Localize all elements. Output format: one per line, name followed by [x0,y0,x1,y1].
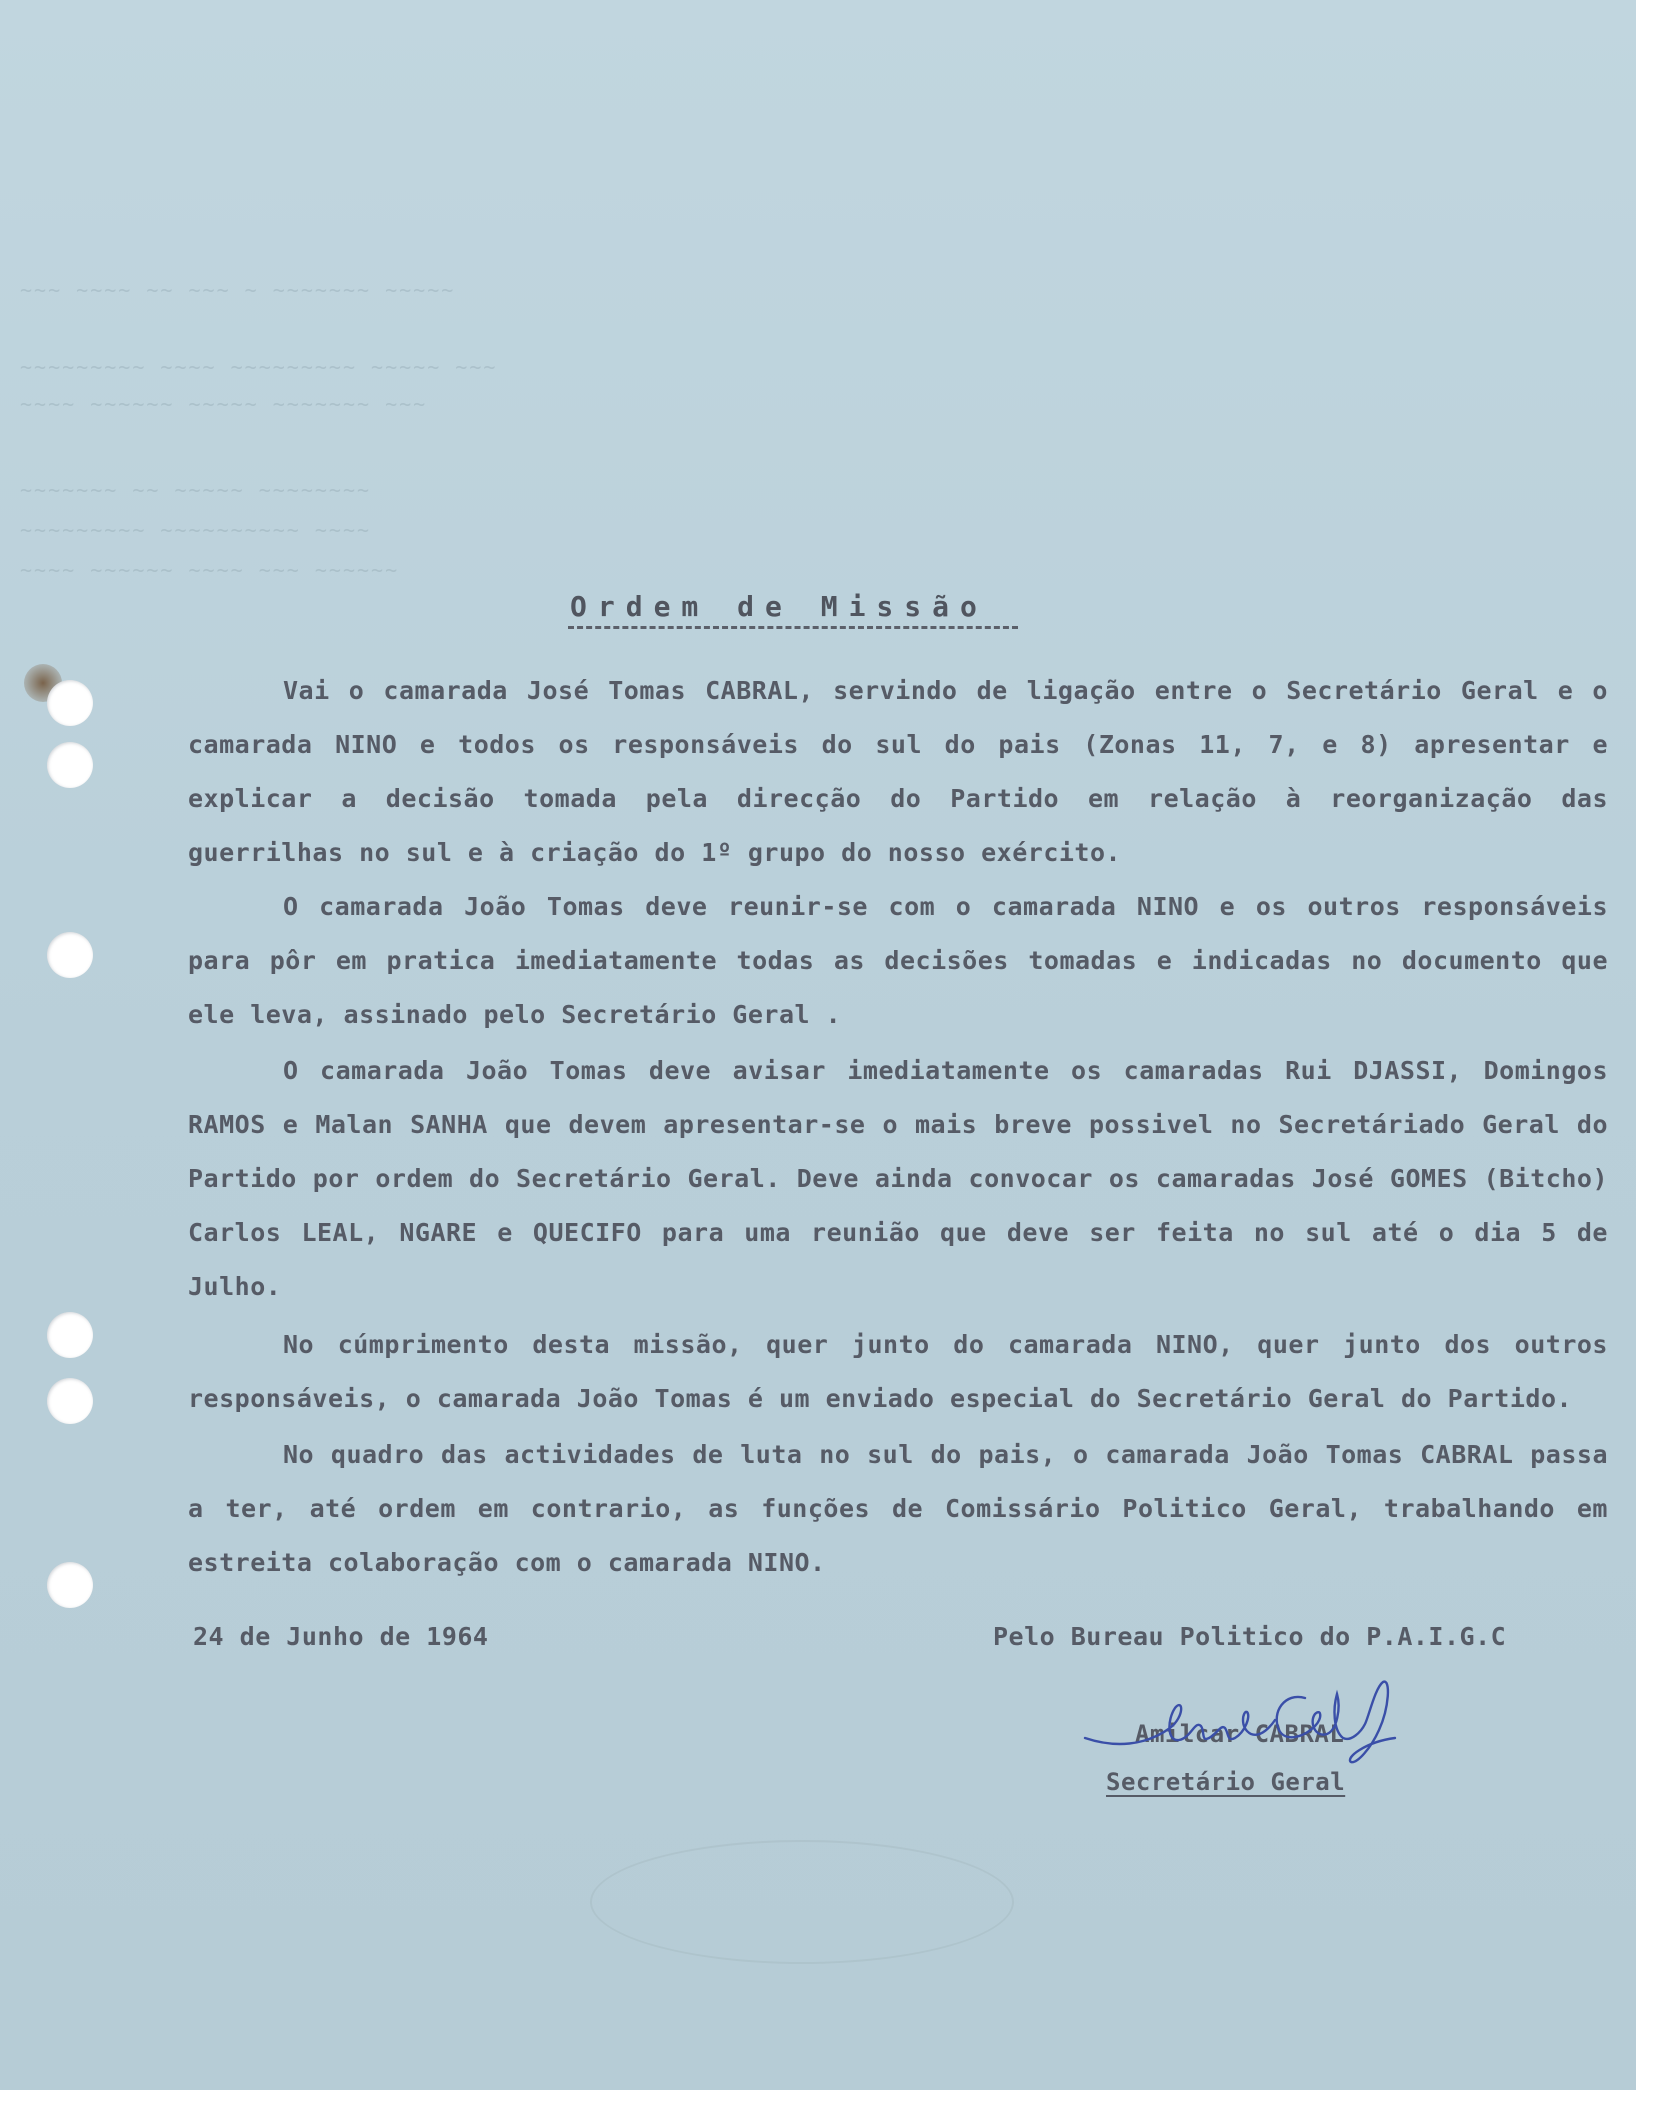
handwritten-signature-icon [1075,1668,1435,1778]
signer-name: Amilcar CABRAL [1135,1720,1345,1748]
paragraph-1: Vai o camarada José Tomas CABRAL, servindo de ligação entre o Secretário Geral e o camarada NINO e todos os responsáveis do sul do pais (Zonas 11, 7, e 8) apresentar e explicar a decisão tomada pela direcção do Partido em relação à reorganização das guerrilhas no sul e à criação do 1º grupo do nosso exército. [188,676,1608,867]
show-through-text: ~~~~ ~~~~~~ ~~~~~ ~~~~~~~ ~~~ [20,392,428,416]
paragraph-2: O camarada João Tomas deve reunir-se com o camarada NINO e os outros responsáveis para pôr em pratica imediatamente todas as decisões tomadas e indicadas no documento que ele leva, assinado pelo Secretário Geral . [188,892,1608,1029]
show-through-text: ~~~~~~~~~ ~~~~~~~~~~ ~~~~ [20,518,372,542]
paragraph-3: O camarada João Tomas deve avisar imediatamente os camaradas Rui DJASSI, Domingos RAMOS e Malan SANHA que devem apresentar-se o mais breve possivel no Secretáriado Geral do Partido por ordem do Secretário Geral. Deve ainda convocar os camaradas José GOMES (Bitcho) Carlos LEAL, NGARE e QUECIFO para uma reunião que deve ser feita no sul até o dia 5 de Julho. [188,1056,1608,1301]
faint-stamp-mark [590,1840,1014,1964]
punch-hole [47,742,93,788]
paragraph-4: No cúmprimento desta missão, quer junto do camarada NINO, quer junto dos outros responsáveis, o camarada João Tomas é um enviado especial do Secretário Geral do Partido. [188,1330,1608,1413]
punch-hole [47,1378,93,1424]
title-underline [568,626,1018,629]
show-through-text: ~~~ ~~~~ ~~ ~~~ ~ ~~~~~~~ ~~~~~ [20,278,456,302]
punch-hole [47,1312,93,1358]
scan-margin-right [1636,0,1664,2120]
show-through-text: ~~~~~~~ ~~ ~~~~~ ~~~~~~~~ [20,478,372,502]
punch-hole [47,932,93,978]
punch-hole [47,680,93,726]
punch-hole [47,1562,93,1608]
bureau-line: Pelo Bureau Politico do P.A.I.G.C [993,1622,1507,1651]
show-through-text: ~~~~ ~~~~~~ ~~~~ ~~~ ~~~~~~ [20,558,400,582]
signer-title: Secretário Geral [1106,1768,1346,1796]
paragraph-5: No quadro das actividades de luta no sul do pais, o camarada João Tomas CABRAL passa a ter, até ordem em contrario, as funções de Comissário Politico Geral, trabalhando em estreita colaboração com o camarada NINO. [188,1440,1608,1577]
document-title: Ordem de Missão [570,590,988,623]
show-through-text: ~~~~~~~~~ ~~~~ ~~~~~~~~~ ~~~~~ ~~~ [20,355,498,379]
scan-margin-bottom [0,2090,1664,2120]
document-date: 24 de Junho de 1964 [193,1622,489,1651]
